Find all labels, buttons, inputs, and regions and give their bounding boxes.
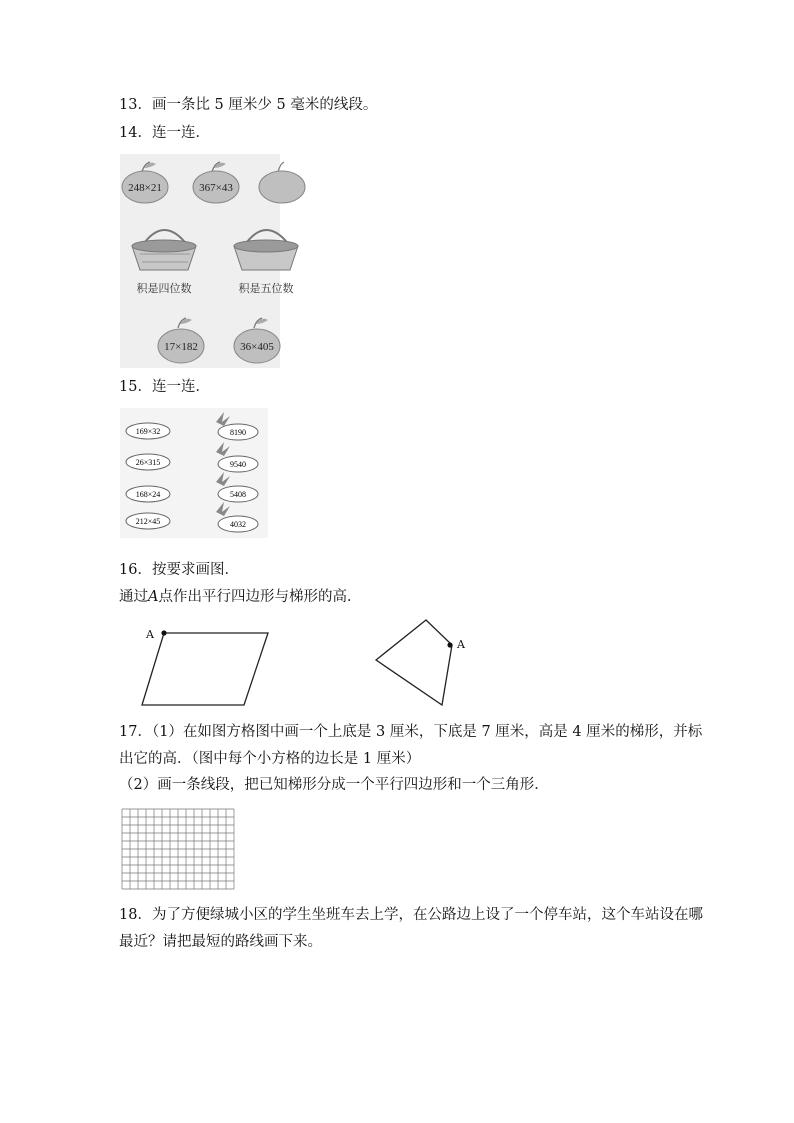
point-label-trapezoid: A: [457, 638, 465, 651]
question-17-line-3: （2）画一条线段，把已知梯形分成一个平行四边形和一个三角形．: [119, 777, 549, 793]
apple-label-4: 17×182: [164, 341, 198, 353]
question-14-text: 14．连一连．: [119, 125, 210, 141]
question-18-line-2: 最近？请把最短的路线画下来。: [119, 934, 322, 950]
trapezoid-figure: [370, 615, 480, 710]
result-label-2: 9540: [230, 460, 246, 469]
cloud-label-1: 169×32: [135, 427, 161, 436]
question-17-line-1: 17．（1）在如图方格图中画一个上底是 3 厘米，下底是 7 厘米，高是 4 厘米的梯形，并标: [119, 724, 703, 740]
basket-label-1: 积是四位数: [136, 283, 192, 295]
question-17-line-2: 出它的高．（图中每个小方格的边长是 1 厘米）: [119, 751, 421, 767]
question-16-subtext: 通过A点作出平行四边形与梯形的高．: [119, 589, 362, 605]
square-grid: [122, 809, 234, 889]
result-label-4: 4032: [230, 520, 246, 529]
question-18-line-1: 18．为了方便绿城小区的学生坐班车去上学，在公路边上设了一个停车站，这个车站设在哪: [119, 907, 703, 923]
apple-label-1: 248×21: [128, 182, 162, 194]
apple-label-5: 36×405: [240, 341, 274, 353]
cloud-label-3: 168×24: [135, 490, 161, 499]
apple-label-2: 367×43: [199, 182, 233, 194]
point-a-var: A: [148, 589, 159, 605]
parallelogram-figure: [140, 625, 275, 710]
question-15-text: 15．连一连．: [119, 379, 210, 395]
basket-label-2: 积是五位数: [238, 283, 294, 295]
question-16-text: 16．按要求画图．: [119, 562, 239, 578]
question-13-text: 13．画一条比 5 厘米少 5 毫米的线段。: [119, 97, 378, 113]
apples-baskets-figure: [120, 154, 294, 368]
cloud-label-2: 26×315: [135, 458, 161, 467]
result-label-3: 5408: [230, 490, 246, 499]
cloud-label-4: 212×45: [135, 517, 161, 526]
result-label-1: 8190: [230, 428, 246, 437]
clouds-birds-figure: [120, 408, 268, 538]
point-label-parallelogram: A: [146, 628, 154, 641]
